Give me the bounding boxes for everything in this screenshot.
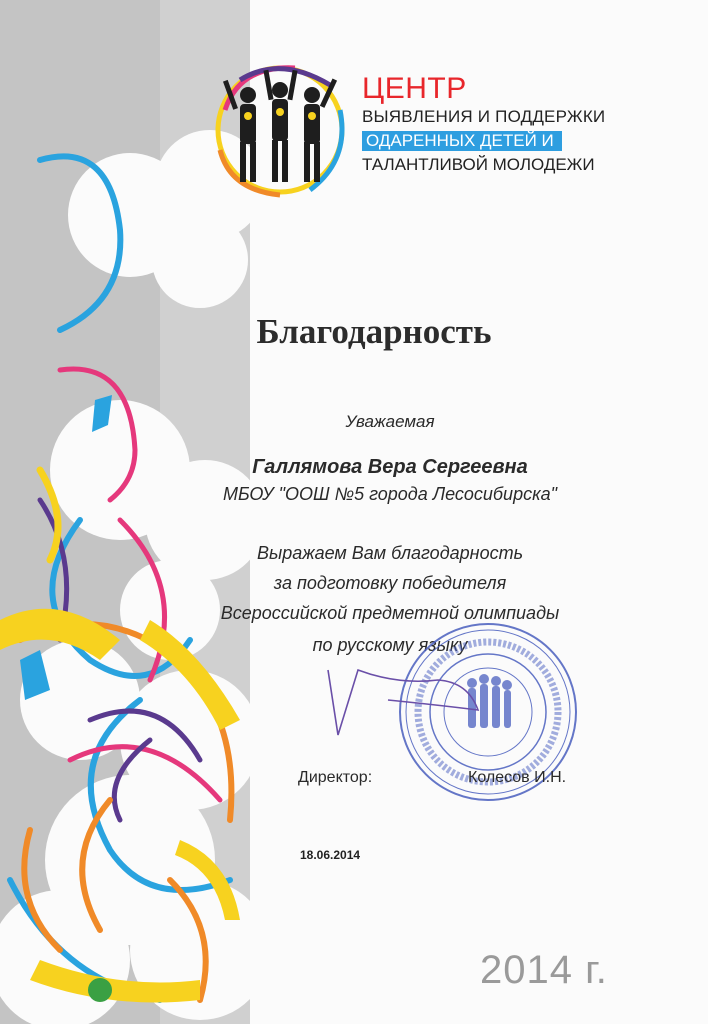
recipient-school: МБОУ "ООШ №5 города Лесосибирска" xyxy=(223,484,557,504)
salutation: Уважаемая xyxy=(345,412,435,431)
certificate-title: Благодарность xyxy=(256,312,492,351)
message-line: Всероссийской предметной олимпиады xyxy=(220,603,560,623)
center-logo xyxy=(200,50,670,200)
message-line: Выражаем Вам благодарность xyxy=(256,543,524,563)
message-line: за подготовку победителя xyxy=(273,573,507,593)
director-label: Директор: xyxy=(298,769,373,786)
issue-date: 18.06.2014 xyxy=(300,848,361,862)
children-logo-icon xyxy=(200,50,360,200)
logo-line-gifted-children: ОДАРЕННЫХ ДЕТЕЙ И xyxy=(362,131,562,151)
logo-line-identification: ВЫЯВЛЕНИЯ И ПОДДЕРЖКИ xyxy=(362,107,606,126)
logo-line-talented-youth: ТАЛАНТЛИВОЙ МОЛОДЕЖИ xyxy=(362,155,595,174)
logo-text xyxy=(362,74,605,175)
director-name: Колесов И.Н. xyxy=(468,769,567,786)
handwritten-signature-icon xyxy=(318,640,488,750)
message-line: по русскому языку xyxy=(312,635,468,655)
logo-line-center: ЦЕНТР xyxy=(362,72,467,105)
certificate-year: 2014 г. xyxy=(480,948,608,992)
recipient-name: Галлямова Вера Сергеевна xyxy=(252,456,528,478)
